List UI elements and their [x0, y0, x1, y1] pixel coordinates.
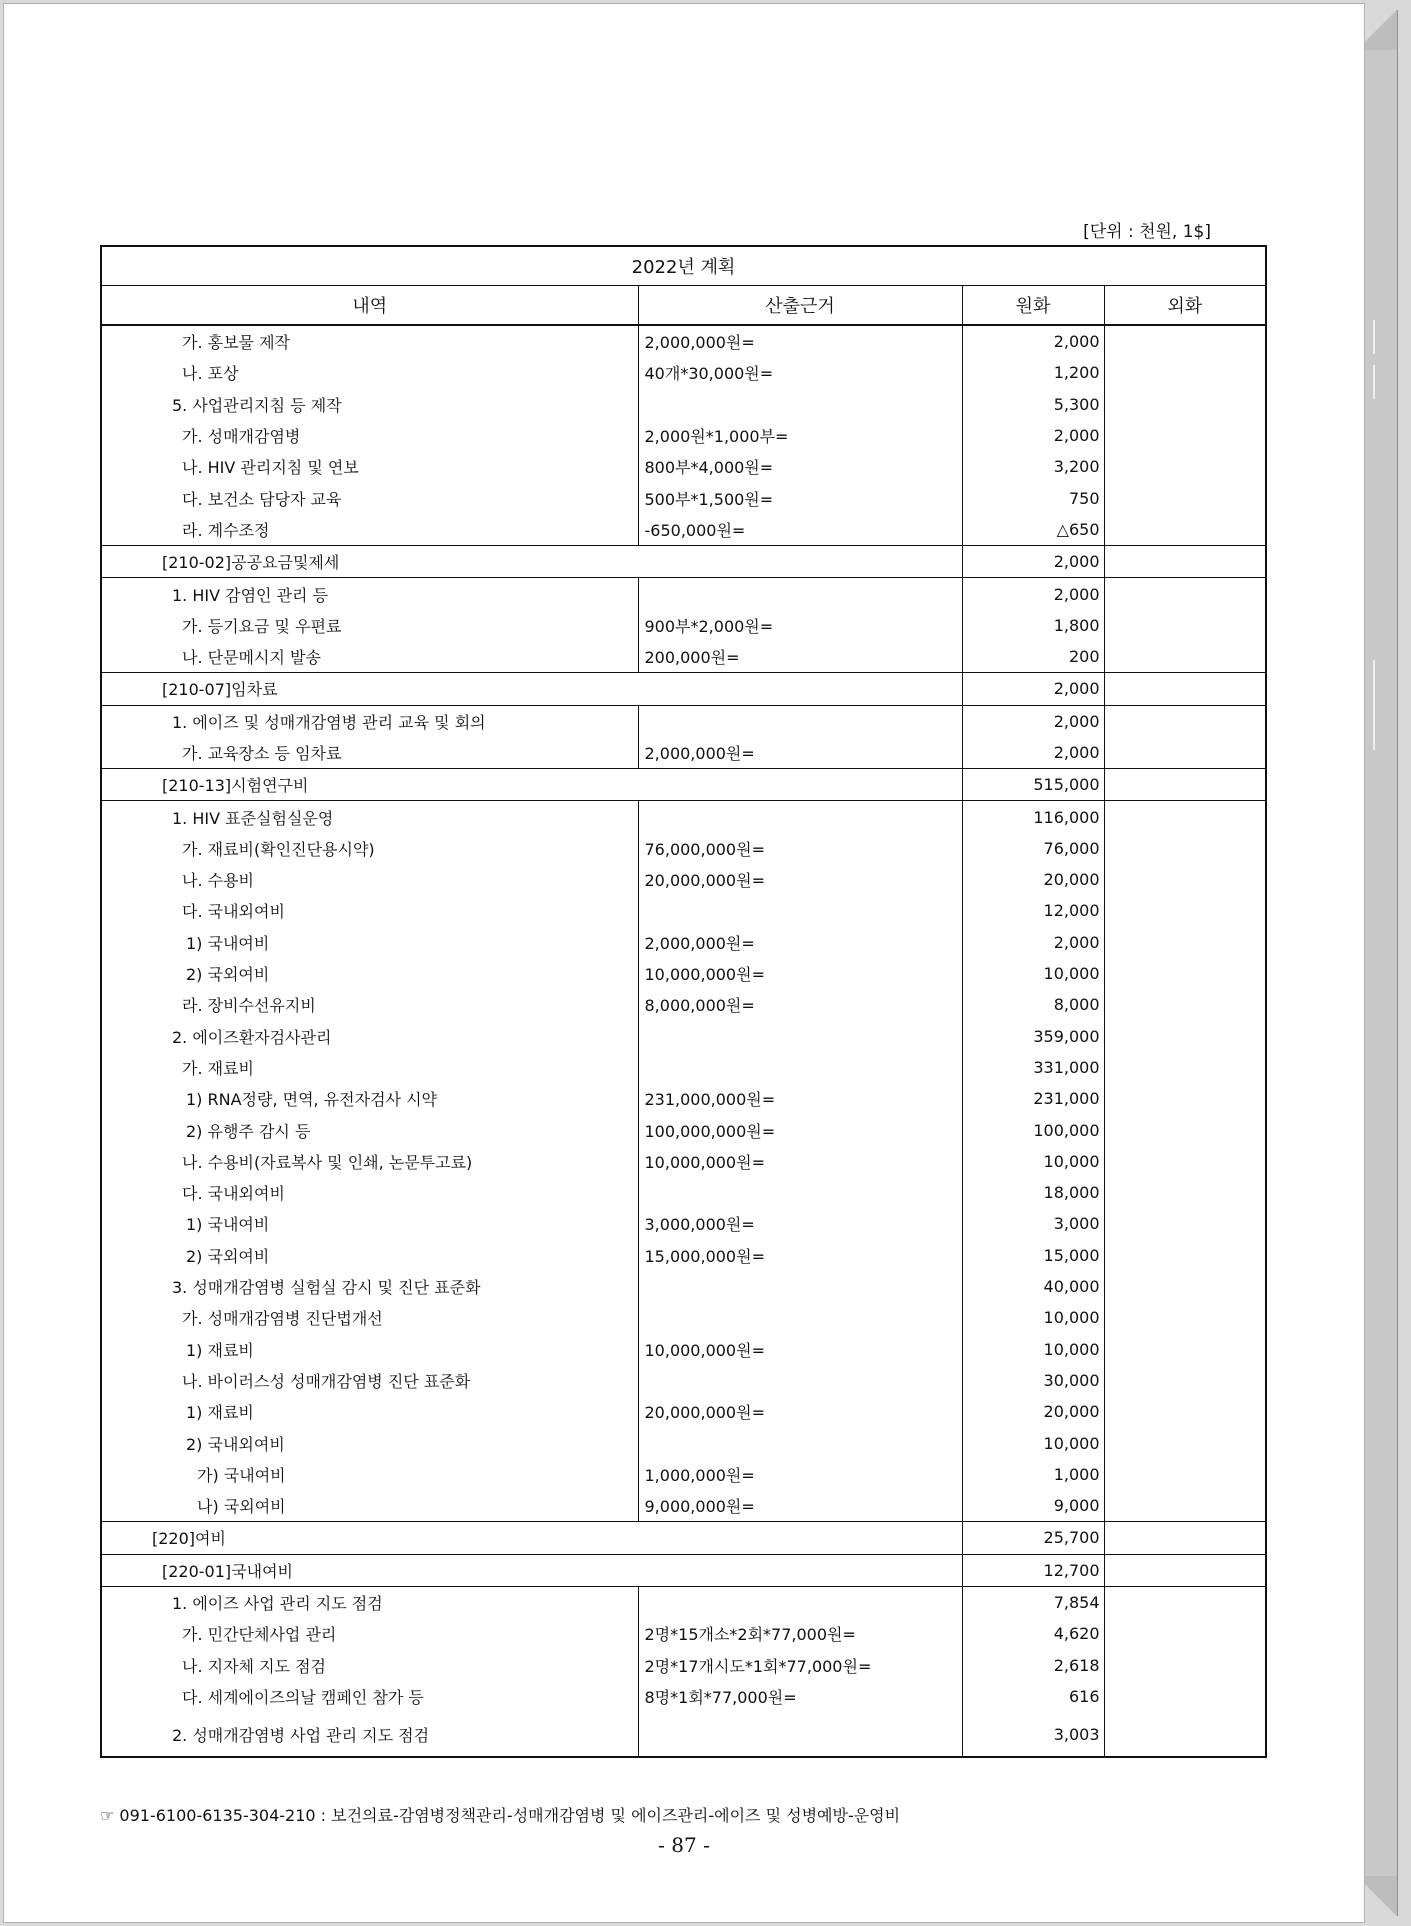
row-foreign: [1104, 801, 1266, 833]
budget-code-footnote: ☞ 091-6100-6135-304-210 : 보건의료-감염병정책관리-성매개감염병 및 에이즈관리-에이즈 및 성병예방-운영비: [100, 1806, 901, 1825]
row-item: 1. 에이즈 사업 관리 지도 점검: [101, 1586, 638, 1618]
row-basis: 2,000원*1,000부=: [638, 420, 962, 451]
table-row: [101, 1114, 1266, 1145]
row-item: 라. 장비수선유지비: [101, 989, 638, 1020]
row-item: 5. 사업관리지침 등 제작: [101, 389, 638, 420]
row-item: 1) 국내여비: [101, 927, 638, 958]
row-foreign: [1104, 1240, 1266, 1271]
row-krw: 100,000: [962, 1114, 1104, 1145]
row-krw: 10,000: [962, 1427, 1104, 1458]
table-row: [101, 1649, 1266, 1680]
table-row: [101, 958, 1266, 989]
row-krw: 4,620: [962, 1618, 1104, 1649]
row-item: 2) 국내외여비: [101, 1427, 638, 1458]
row-krw: △650: [962, 514, 1104, 546]
row-basis: [638, 705, 962, 737]
row-krw: 10,000: [962, 958, 1104, 989]
table-row: [101, 1459, 1266, 1490]
row-item: 2. 성매개감염병 사업 관리 지도 점검: [101, 1712, 638, 1757]
row-foreign: [1104, 1554, 1266, 1586]
row-basis: 3,000,000원=: [638, 1208, 962, 1239]
table-row: [101, 895, 1266, 926]
row-foreign: [1104, 1021, 1266, 1052]
row-foreign: [1104, 927, 1266, 958]
table-row: [101, 1681, 1266, 1712]
row-item: 가. 교육장소 등 임차료: [101, 737, 638, 769]
row-foreign: [1104, 1490, 1266, 1522]
table-row: [101, 1271, 1266, 1302]
row-item: 3. 성매개감염병 실험실 감시 및 진단 표준화: [101, 1271, 638, 1302]
row-basis: -650,000원=: [638, 514, 962, 546]
row-basis: [638, 1712, 962, 1757]
row-item: 다. 세계에이즈의날 캠페인 참가 등: [101, 1681, 638, 1712]
table-row: [101, 1365, 1266, 1396]
row-foreign: [1104, 1396, 1266, 1427]
row-basis: 1,000,000원=: [638, 1459, 962, 1490]
row-item: 가. 홍보물 제작: [101, 325, 638, 357]
row-basis: 10,000,000원=: [638, 958, 962, 989]
row-krw: 2,000: [962, 737, 1104, 769]
row-krw: 2,000: [962, 927, 1104, 958]
row-krw: 2,000: [962, 673, 1104, 705]
row-foreign: [1104, 1681, 1266, 1712]
row-item: [220]여비: [101, 1522, 962, 1554]
table-row: [101, 1396, 1266, 1427]
row-foreign: [1104, 451, 1266, 482]
row-item: 나. 지자체 지도 점검: [101, 1649, 638, 1680]
row-item: [210-13]시험연구비: [101, 769, 962, 801]
table-row: [101, 1334, 1266, 1365]
row-item: 가. 민간단체사업 관리: [101, 1618, 638, 1649]
row-basis: 200,000원=: [638, 641, 962, 673]
table-row: [101, 357, 1266, 388]
table-title: 2022년 계획: [101, 246, 1266, 286]
row-foreign: [1104, 1522, 1266, 1554]
row-item: 나. 바이러스성 성매개감염병 진단 표준화: [101, 1365, 638, 1396]
row-foreign: [1104, 357, 1266, 388]
row-foreign: [1104, 833, 1266, 864]
row-basis: [638, 1586, 962, 1618]
edge-mark: [1373, 320, 1375, 354]
row-foreign: [1104, 1146, 1266, 1177]
table-row: [101, 769, 1266, 801]
row-krw: 750: [962, 482, 1104, 513]
unit-label: [단위 : 천원, 1$]: [1083, 222, 1211, 242]
table-row: [101, 1146, 1266, 1177]
row-basis: [638, 1365, 962, 1396]
row-foreign: [1104, 546, 1266, 578]
row-basis: 8명*1회*77,000원=: [638, 1681, 962, 1712]
row-foreign: [1104, 1365, 1266, 1396]
table-row: [101, 610, 1266, 641]
row-basis: 100,000,000원=: [638, 1114, 962, 1145]
row-krw: 76,000: [962, 833, 1104, 864]
row-krw: 7,854: [962, 1586, 1104, 1618]
row-basis: 2명*17개시도*1회*77,000원=: [638, 1649, 962, 1680]
table-row: [101, 737, 1266, 769]
table-row: [101, 1208, 1266, 1239]
row-basis: 9,000,000원=: [638, 1490, 962, 1522]
edge-mark: [1373, 660, 1375, 750]
row-krw: 359,000: [962, 1021, 1104, 1052]
row-item: 가. 등기요금 및 우편료: [101, 610, 638, 641]
row-krw: 616: [962, 1681, 1104, 1712]
row-item: 2) 국외여비: [101, 958, 638, 989]
table-row: [101, 801, 1266, 833]
header-foreign: 외화: [1104, 286, 1266, 326]
row-krw: 30,000: [962, 1365, 1104, 1396]
row-foreign: [1104, 610, 1266, 641]
table-row: [101, 325, 1266, 357]
row-krw: 200: [962, 641, 1104, 673]
row-krw: 1,800: [962, 610, 1104, 641]
row-item: 가. 성매개감염병 진단법개선: [101, 1302, 638, 1333]
row-basis: 20,000,000원=: [638, 1396, 962, 1427]
row-krw: 331,000: [962, 1052, 1104, 1083]
row-krw: 40,000: [962, 1271, 1104, 1302]
row-foreign: [1104, 420, 1266, 451]
row-basis: 10,000,000원=: [638, 1146, 962, 1177]
row-krw: 1,200: [962, 357, 1104, 388]
row-krw: 116,000: [962, 801, 1104, 833]
row-foreign: [1104, 1712, 1266, 1757]
row-foreign: [1104, 989, 1266, 1020]
table-row: [101, 1586, 1266, 1618]
row-basis: 8,000,000원=: [638, 989, 962, 1020]
table-row: [101, 1302, 1266, 1333]
table-row: [101, 1083, 1266, 1114]
row-foreign: [1104, 1052, 1266, 1083]
table-row: [101, 989, 1266, 1020]
row-foreign: [1104, 1618, 1266, 1649]
table-row: [101, 927, 1266, 958]
row-krw: 10,000: [962, 1302, 1104, 1333]
table-row: [101, 1618, 1266, 1649]
table-row: [101, 546, 1266, 578]
header-item: 내역: [101, 286, 638, 326]
row-foreign: [1104, 1302, 1266, 1333]
page-number: - 87 -: [658, 1833, 710, 1857]
row-foreign: [1104, 389, 1266, 420]
row-basis: [638, 1052, 962, 1083]
document-page: [3, 3, 1365, 1923]
row-krw: 2,000: [962, 578, 1104, 610]
row-foreign: [1104, 864, 1266, 895]
table-row: [101, 864, 1266, 895]
row-krw: 3,200: [962, 451, 1104, 482]
table-row: [101, 482, 1266, 513]
budget-table: [100, 245, 1267, 1758]
row-foreign: [1104, 641, 1266, 673]
table-row: [101, 1554, 1266, 1586]
row-foreign: [1104, 1334, 1266, 1365]
table-row: [101, 1240, 1266, 1271]
row-basis: [638, 801, 962, 833]
row-item: 2. 에이즈환자검사관리: [101, 1021, 638, 1052]
row-basis: [638, 578, 962, 610]
row-foreign: [1104, 1177, 1266, 1208]
row-krw: 10,000: [962, 1146, 1104, 1177]
row-foreign: [1104, 895, 1266, 926]
row-item: 가. 재료비: [101, 1052, 638, 1083]
row-item: 1. HIV 표준실험실운영: [101, 801, 638, 833]
row-item: 2) 유행주 감시 등: [101, 1114, 638, 1145]
row-basis: 15,000,000원=: [638, 1240, 962, 1271]
table-row: [101, 578, 1266, 610]
table-row: [101, 1490, 1266, 1522]
row-basis: 20,000,000원=: [638, 864, 962, 895]
row-item: 가) 국내여비: [101, 1459, 638, 1490]
row-foreign: [1104, 705, 1266, 737]
row-krw: 12,000: [962, 895, 1104, 926]
table-row: [101, 1021, 1266, 1052]
row-krw: 3,000: [962, 1208, 1104, 1239]
row-item: 1) RNA정량, 면역, 유전자검사 시약: [101, 1083, 638, 1114]
row-item: [210-07]임차료: [101, 673, 962, 705]
row-krw: 2,618: [962, 1649, 1104, 1680]
row-item: 다. 국내외여비: [101, 895, 638, 926]
row-krw: 9,000: [962, 1490, 1104, 1522]
row-basis: [638, 1302, 962, 1333]
row-foreign: [1104, 1083, 1266, 1114]
row-item: 2) 국외여비: [101, 1240, 638, 1271]
row-basis: 2,000,000원=: [638, 737, 962, 769]
row-krw: 2,000: [962, 705, 1104, 737]
row-foreign: [1104, 482, 1266, 513]
table-row: [101, 1522, 1266, 1554]
row-krw: 231,000: [962, 1083, 1104, 1114]
header-basis: 산출근거: [638, 286, 962, 326]
row-item: [220-01]국내여비: [101, 1554, 962, 1586]
row-item: 다. 보건소 담당자 교육: [101, 482, 638, 513]
row-item: 다. 국내외여비: [101, 1177, 638, 1208]
row-krw: 515,000: [962, 769, 1104, 801]
row-krw: 15,000: [962, 1240, 1104, 1271]
row-foreign: [1104, 1208, 1266, 1239]
table-row: [101, 705, 1266, 737]
row-item: [210-02]공공요금및제세: [101, 546, 962, 578]
table-row: [101, 1712, 1266, 1757]
row-item: 나. 단문메시지 발송: [101, 641, 638, 673]
row-krw: 5,300: [962, 389, 1104, 420]
row-krw: 1,000: [962, 1459, 1104, 1490]
row-basis: 900부*2,000원=: [638, 610, 962, 641]
row-basis: [638, 895, 962, 926]
table-row: [101, 1052, 1266, 1083]
row-basis: [638, 1177, 962, 1208]
table-row: [101, 389, 1266, 420]
row-item: 나. 수용비(자료복사 및 인쇄, 논문투고료): [101, 1146, 638, 1177]
row-basis: [638, 1427, 962, 1458]
table-row: [101, 514, 1266, 546]
row-basis: [638, 1021, 962, 1052]
table-body: [101, 325, 1266, 1757]
row-foreign: [1104, 1114, 1266, 1145]
row-item: 라. 계수조정: [101, 514, 638, 546]
row-basis: 800부*4,000원=: [638, 451, 962, 482]
row-item: 나. HIV 관리지침 및 연보: [101, 451, 638, 482]
row-krw: 20,000: [962, 1396, 1104, 1427]
row-basis: [638, 389, 962, 420]
row-basis: 2,000,000원=: [638, 927, 962, 958]
row-foreign: [1104, 673, 1266, 705]
row-krw: 2,000: [962, 420, 1104, 451]
row-krw: 25,700: [962, 1522, 1104, 1554]
row-basis: 76,000,000원=: [638, 833, 962, 864]
row-item: 1. HIV 감염인 관리 등: [101, 578, 638, 610]
row-foreign: [1104, 1427, 1266, 1458]
row-item: 1) 재료비: [101, 1334, 638, 1365]
row-krw: 3,003: [962, 1712, 1104, 1757]
row-krw: 2,000: [962, 325, 1104, 357]
header-krw: 원화: [962, 286, 1104, 326]
row-krw: 20,000: [962, 864, 1104, 895]
row-krw: 10,000: [962, 1334, 1104, 1365]
table-row: [101, 833, 1266, 864]
row-krw: 8,000: [962, 989, 1104, 1020]
row-foreign: [1104, 514, 1266, 546]
row-item: 나) 국외여비: [101, 1490, 638, 1522]
table-row: [101, 1177, 1266, 1208]
row-foreign: [1104, 1586, 1266, 1618]
row-foreign: [1104, 769, 1266, 801]
row-basis: 231,000,000원=: [638, 1083, 962, 1114]
row-foreign: [1104, 737, 1266, 769]
table-row: [101, 641, 1266, 673]
row-basis: 500부*1,500원=: [638, 482, 962, 513]
row-item: 가. 재료비(확인진단용시약): [101, 833, 638, 864]
table-row: [101, 451, 1266, 482]
edge-mark: [1373, 365, 1375, 399]
row-basis: 40개*30,000원=: [638, 357, 962, 388]
row-item: 1) 재료비: [101, 1396, 638, 1427]
row-foreign: [1104, 578, 1266, 610]
row-item: 나. 수용비: [101, 864, 638, 895]
row-krw: 12,700: [962, 1554, 1104, 1586]
table-row: [101, 420, 1266, 451]
row-foreign: [1104, 1459, 1266, 1490]
table-row: [101, 673, 1266, 705]
row-basis: [638, 1271, 962, 1302]
row-krw: 18,000: [962, 1177, 1104, 1208]
row-krw: 2,000: [962, 546, 1104, 578]
row-item: 1. 에이즈 및 성매개감염병 관리 교육 및 회의: [101, 705, 638, 737]
row-basis: 2명*15개소*2회*77,000원=: [638, 1618, 962, 1649]
row-item: 나. 포상: [101, 357, 638, 388]
row-foreign: [1104, 325, 1266, 357]
row-basis: 2,000,000원=: [638, 325, 962, 357]
row-basis: 10,000,000원=: [638, 1334, 962, 1365]
row-item: 1) 국내여비: [101, 1208, 638, 1239]
row-foreign: [1104, 1271, 1266, 1302]
row-foreign: [1104, 958, 1266, 989]
table-row: [101, 1427, 1266, 1458]
row-item: 가. 성매개감염병: [101, 420, 638, 451]
row-foreign: [1104, 1649, 1266, 1680]
